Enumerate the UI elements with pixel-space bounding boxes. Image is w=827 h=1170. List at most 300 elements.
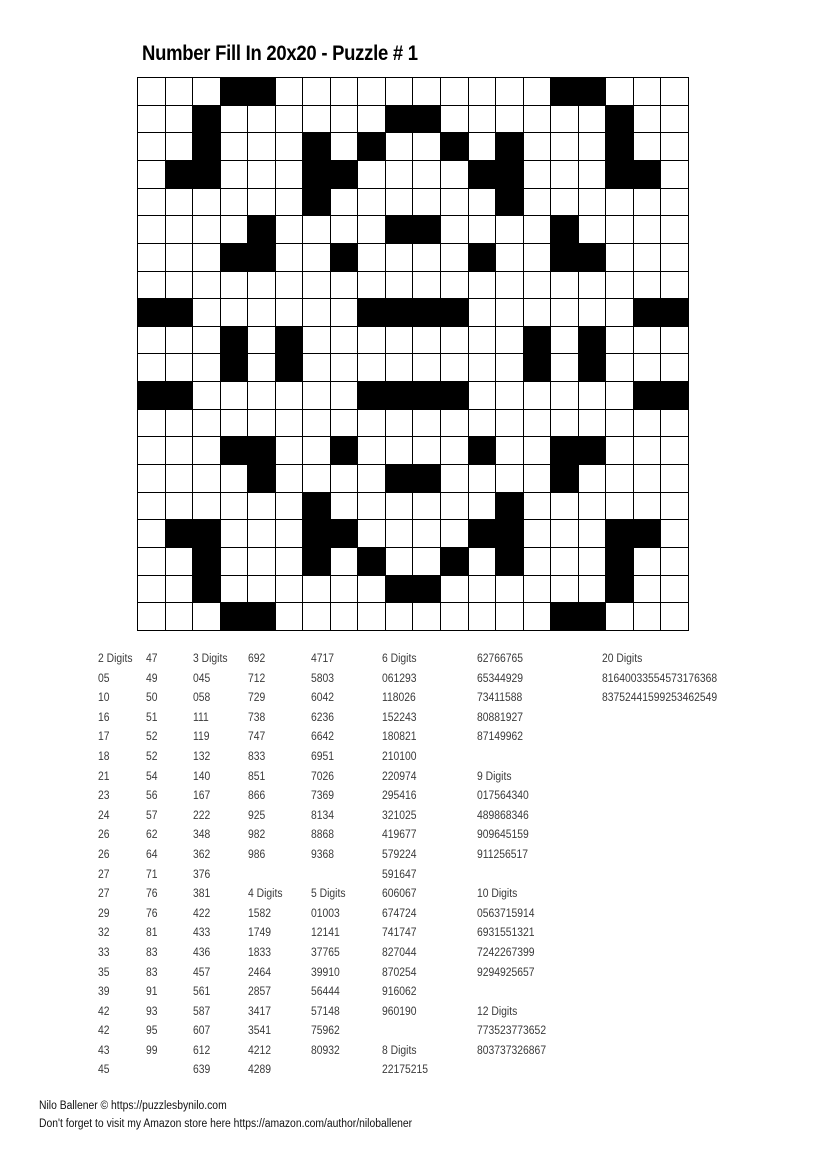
grid-cell[interactable] (606, 603, 634, 631)
grid-cell[interactable] (579, 133, 607, 161)
grid-cell[interactable] (193, 244, 221, 272)
grid-cell[interactable] (303, 465, 331, 493)
grid-cell[interactable] (358, 161, 386, 189)
grid-cell[interactable] (358, 603, 386, 631)
grid-cell[interactable] (524, 161, 552, 189)
grid-cell[interactable] (331, 548, 359, 576)
grid-cell[interactable] (138, 520, 166, 548)
grid-cell[interactable] (469, 493, 497, 521)
grid-cell[interactable] (276, 410, 304, 438)
grid-cell[interactable] (606, 465, 634, 493)
grid-cell[interactable] (496, 465, 524, 493)
grid-cell[interactable] (193, 189, 221, 217)
grid-cell[interactable] (166, 493, 194, 521)
grid-cell[interactable] (634, 244, 662, 272)
grid-cell[interactable] (469, 354, 497, 382)
grid-cell[interactable] (303, 603, 331, 631)
grid-cell[interactable] (386, 437, 414, 465)
grid-cell[interactable] (606, 493, 634, 521)
grid-cell[interactable] (441, 603, 469, 631)
grid-cell[interactable] (193, 299, 221, 327)
grid-cell[interactable] (248, 106, 276, 134)
grid-cell[interactable] (193, 382, 221, 410)
grid-cell[interactable] (166, 189, 194, 217)
grid-cell[interactable] (441, 189, 469, 217)
grid-cell[interactable] (579, 382, 607, 410)
grid-cell[interactable] (469, 603, 497, 631)
grid-cell[interactable] (634, 354, 662, 382)
grid-cell[interactable] (524, 299, 552, 327)
grid-cell[interactable] (221, 410, 249, 438)
grid-cell[interactable] (551, 520, 579, 548)
grid-cell[interactable] (331, 133, 359, 161)
grid-cell[interactable] (166, 603, 194, 631)
grid-cell[interactable] (166, 410, 194, 438)
grid-cell[interactable] (331, 216, 359, 244)
grid-cell[interactable] (551, 548, 579, 576)
grid-cell[interactable] (221, 493, 249, 521)
grid-cell[interactable] (193, 216, 221, 244)
grid-cell[interactable] (606, 189, 634, 217)
grid-cell[interactable] (469, 382, 497, 410)
grid-cell[interactable] (386, 244, 414, 272)
grid-cell[interactable] (579, 272, 607, 300)
grid-cell[interactable] (138, 189, 166, 217)
grid-cell[interactable] (496, 576, 524, 604)
grid-cell[interactable] (496, 216, 524, 244)
grid-cell[interactable] (221, 299, 249, 327)
grid-cell[interactable] (441, 106, 469, 134)
grid-cell[interactable] (358, 437, 386, 465)
grid-cell[interactable] (221, 216, 249, 244)
grid-cell[interactable] (661, 161, 689, 189)
grid-cell[interactable] (551, 106, 579, 134)
grid-cell[interactable] (413, 520, 441, 548)
grid-cell[interactable] (441, 354, 469, 382)
grid-cell[interactable] (138, 78, 166, 106)
grid-cell[interactable] (276, 133, 304, 161)
grid-cell[interactable] (496, 244, 524, 272)
grid-cell[interactable] (524, 493, 552, 521)
grid-cell[interactable] (221, 576, 249, 604)
grid-cell[interactable] (606, 78, 634, 106)
grid-cell[interactable] (221, 189, 249, 217)
grid-cell[interactable] (358, 216, 386, 244)
grid-cell[interactable] (193, 465, 221, 493)
grid-cell[interactable] (221, 106, 249, 134)
grid-cell[interactable] (606, 382, 634, 410)
grid-cell[interactable] (303, 410, 331, 438)
grid-cell[interactable] (221, 161, 249, 189)
grid-cell[interactable] (524, 272, 552, 300)
grid-cell[interactable] (221, 133, 249, 161)
grid-cell[interactable] (248, 299, 276, 327)
grid-cell[interactable] (634, 133, 662, 161)
grid-cell[interactable] (276, 603, 304, 631)
grid-cell[interactable] (358, 520, 386, 548)
grid-cell[interactable] (524, 603, 552, 631)
grid-cell[interactable] (221, 382, 249, 410)
grid-cell[interactable] (551, 272, 579, 300)
grid-cell[interactable] (138, 354, 166, 382)
grid-cell[interactable] (606, 272, 634, 300)
grid-cell[interactable] (303, 78, 331, 106)
grid-cell[interactable] (331, 465, 359, 493)
grid-cell[interactable] (413, 548, 441, 576)
grid-cell[interactable] (661, 520, 689, 548)
grid-cell[interactable] (276, 576, 304, 604)
grid-cell[interactable] (661, 327, 689, 355)
grid-cell[interactable] (606, 244, 634, 272)
grid-cell[interactable] (469, 410, 497, 438)
grid-cell[interactable] (661, 576, 689, 604)
grid-cell[interactable] (386, 272, 414, 300)
grid-cell[interactable] (496, 272, 524, 300)
grid-cell[interactable] (331, 78, 359, 106)
grid-cell[interactable] (303, 437, 331, 465)
grid-cell[interactable] (413, 244, 441, 272)
grid-cell[interactable] (276, 189, 304, 217)
grid-cell[interactable] (331, 272, 359, 300)
grid-cell[interactable] (634, 465, 662, 493)
grid-cell[interactable] (138, 106, 166, 134)
grid-cell[interactable] (276, 244, 304, 272)
grid-cell[interactable] (441, 576, 469, 604)
grid-cell[interactable] (524, 520, 552, 548)
grid-cell[interactable] (386, 133, 414, 161)
grid-cell[interactable] (579, 520, 607, 548)
grid-cell[interactable] (248, 189, 276, 217)
grid-cell[interactable] (579, 576, 607, 604)
grid-cell[interactable] (331, 603, 359, 631)
grid-cell[interactable] (524, 133, 552, 161)
grid-cell[interactable] (303, 272, 331, 300)
grid-cell[interactable] (496, 437, 524, 465)
grid-cell[interactable] (469, 106, 497, 134)
grid-cell[interactable] (413, 133, 441, 161)
grid-cell[interactable] (413, 603, 441, 631)
grid-cell[interactable] (331, 299, 359, 327)
grid-cell[interactable] (358, 493, 386, 521)
grid-cell[interactable] (469, 272, 497, 300)
grid-cell[interactable] (441, 78, 469, 106)
grid-cell[interactable] (579, 493, 607, 521)
grid-cell[interactable] (551, 493, 579, 521)
grid-cell[interactable] (386, 493, 414, 521)
grid-cell[interactable] (661, 437, 689, 465)
grid-cell[interactable] (276, 437, 304, 465)
grid-cell[interactable] (661, 272, 689, 300)
grid-cell[interactable] (524, 576, 552, 604)
grid-cell[interactable] (386, 354, 414, 382)
grid-cell[interactable] (358, 327, 386, 355)
grid-cell[interactable] (413, 493, 441, 521)
grid-cell[interactable] (166, 437, 194, 465)
grid-cell[interactable] (606, 437, 634, 465)
grid-cell[interactable] (634, 603, 662, 631)
grid-cell[interactable] (524, 437, 552, 465)
grid-cell[interactable] (634, 78, 662, 106)
grid-cell[interactable] (248, 520, 276, 548)
grid-cell[interactable] (166, 244, 194, 272)
grid-cell[interactable] (331, 410, 359, 438)
grid-cell[interactable] (441, 493, 469, 521)
grid-cell[interactable] (551, 189, 579, 217)
grid-cell[interactable] (634, 493, 662, 521)
grid-cell[interactable] (496, 78, 524, 106)
grid-cell[interactable] (331, 493, 359, 521)
grid-cell[interactable] (413, 189, 441, 217)
grid-cell[interactable] (606, 410, 634, 438)
grid-cell[interactable] (166, 576, 194, 604)
grid-cell[interactable] (276, 272, 304, 300)
grid-cell[interactable] (358, 78, 386, 106)
grid-cell[interactable] (276, 520, 304, 548)
grid-cell[interactable] (579, 106, 607, 134)
grid-cell[interactable] (248, 133, 276, 161)
grid-cell[interactable] (524, 216, 552, 244)
grid-cell[interactable] (634, 576, 662, 604)
grid-cell[interactable] (551, 299, 579, 327)
grid-cell[interactable] (441, 410, 469, 438)
grid-cell[interactable] (303, 327, 331, 355)
grid-cell[interactable] (496, 327, 524, 355)
grid-cell[interactable] (441, 161, 469, 189)
grid-cell[interactable] (138, 603, 166, 631)
grid-cell[interactable] (193, 327, 221, 355)
grid-cell[interactable] (413, 437, 441, 465)
grid-cell[interactable] (469, 576, 497, 604)
grid-cell[interactable] (221, 520, 249, 548)
grid-cell[interactable] (469, 548, 497, 576)
grid-cell[interactable] (413, 410, 441, 438)
grid-cell[interactable] (331, 354, 359, 382)
grid-cell[interactable] (276, 465, 304, 493)
grid-cell[interactable] (524, 78, 552, 106)
grid-cell[interactable] (634, 410, 662, 438)
grid-cell[interactable] (138, 216, 166, 244)
grid-cell[interactable] (358, 354, 386, 382)
grid-cell[interactable] (358, 576, 386, 604)
grid-cell[interactable] (606, 354, 634, 382)
grid-cell[interactable] (413, 161, 441, 189)
grid-cell[interactable] (166, 354, 194, 382)
grid-cell[interactable] (303, 382, 331, 410)
grid-cell[interactable] (441, 272, 469, 300)
grid-cell[interactable] (661, 189, 689, 217)
grid-cell[interactable] (469, 189, 497, 217)
grid-cell[interactable] (331, 106, 359, 134)
grid-cell[interactable] (303, 244, 331, 272)
grid-cell[interactable] (331, 189, 359, 217)
grid-cell[interactable] (166, 465, 194, 493)
grid-cell[interactable] (496, 354, 524, 382)
grid-cell[interactable] (634, 548, 662, 576)
grid-cell[interactable] (193, 493, 221, 521)
grid-cell[interactable] (386, 161, 414, 189)
grid-cell[interactable] (551, 133, 579, 161)
grid-cell[interactable] (248, 576, 276, 604)
grid-cell[interactable] (276, 216, 304, 244)
grid-cell[interactable] (661, 465, 689, 493)
grid-cell[interactable] (496, 410, 524, 438)
grid-cell[interactable] (386, 327, 414, 355)
grid-cell[interactable] (661, 603, 689, 631)
grid-cell[interactable] (661, 493, 689, 521)
grid-cell[interactable] (579, 299, 607, 327)
grid-cell[interactable] (386, 410, 414, 438)
grid-cell[interactable] (166, 272, 194, 300)
grid-cell[interactable] (441, 465, 469, 493)
grid-cell[interactable] (441, 216, 469, 244)
grid-cell[interactable] (386, 78, 414, 106)
grid-cell[interactable] (634, 189, 662, 217)
grid-cell[interactable] (248, 272, 276, 300)
grid-cell[interactable] (469, 133, 497, 161)
grid-cell[interactable] (193, 354, 221, 382)
grid-cell[interactable] (248, 327, 276, 355)
grid-cell[interactable] (661, 354, 689, 382)
grid-cell[interactable] (303, 299, 331, 327)
grid-cell[interactable] (441, 520, 469, 548)
grid-cell[interactable] (386, 548, 414, 576)
grid-cell[interactable] (166, 216, 194, 244)
grid-cell[interactable] (386, 520, 414, 548)
grid-cell[interactable] (524, 244, 552, 272)
grid-cell[interactable] (358, 465, 386, 493)
grid-cell[interactable] (331, 327, 359, 355)
grid-cell[interactable] (248, 382, 276, 410)
grid-cell[interactable] (193, 78, 221, 106)
grid-cell[interactable] (248, 354, 276, 382)
grid-cell[interactable] (358, 244, 386, 272)
grid-cell[interactable] (138, 493, 166, 521)
grid-cell[interactable] (358, 410, 386, 438)
grid-cell[interactable] (138, 465, 166, 493)
grid-cell[interactable] (661, 244, 689, 272)
grid-cell[interactable] (441, 327, 469, 355)
grid-cell[interactable] (524, 465, 552, 493)
grid-cell[interactable] (276, 161, 304, 189)
grid-cell[interactable] (661, 106, 689, 134)
grid-cell[interactable] (248, 493, 276, 521)
grid-cell[interactable] (248, 410, 276, 438)
grid-cell[interactable] (166, 133, 194, 161)
grid-cell[interactable] (496, 106, 524, 134)
grid-cell[interactable] (166, 327, 194, 355)
grid-cell[interactable] (579, 410, 607, 438)
grid-cell[interactable] (634, 106, 662, 134)
grid-cell[interactable] (551, 382, 579, 410)
grid-cell[interactable] (661, 410, 689, 438)
grid-cell[interactable] (358, 106, 386, 134)
grid-cell[interactable] (386, 189, 414, 217)
grid-cell[interactable] (496, 299, 524, 327)
grid-cell[interactable] (524, 410, 552, 438)
grid-cell[interactable] (634, 216, 662, 244)
grid-cell[interactable] (441, 437, 469, 465)
grid-cell[interactable] (579, 465, 607, 493)
grid-cell[interactable] (221, 272, 249, 300)
grid-cell[interactable] (579, 548, 607, 576)
grid-cell[interactable] (138, 244, 166, 272)
grid-cell[interactable] (524, 548, 552, 576)
grid-cell[interactable] (441, 244, 469, 272)
grid-cell[interactable] (579, 161, 607, 189)
grid-cell[interactable] (276, 382, 304, 410)
grid-cell[interactable] (551, 576, 579, 604)
grid-cell[interactable] (138, 327, 166, 355)
grid-cell[interactable] (138, 272, 166, 300)
grid-cell[interactable] (606, 327, 634, 355)
grid-cell[interactable] (469, 78, 497, 106)
grid-cell[interactable] (661, 78, 689, 106)
grid-cell[interactable] (358, 189, 386, 217)
grid-cell[interactable] (524, 382, 552, 410)
grid-cell[interactable] (138, 410, 166, 438)
grid-cell[interactable] (193, 410, 221, 438)
grid-cell[interactable] (634, 437, 662, 465)
grid-cell[interactable] (166, 548, 194, 576)
grid-cell[interactable] (469, 216, 497, 244)
grid-cell[interactable] (138, 437, 166, 465)
grid-cell[interactable] (276, 299, 304, 327)
grid-cell[interactable] (193, 603, 221, 631)
grid-cell[interactable] (386, 603, 414, 631)
grid-cell[interactable] (276, 548, 304, 576)
grid-cell[interactable] (413, 354, 441, 382)
grid-cell[interactable] (606, 216, 634, 244)
grid-cell[interactable] (469, 465, 497, 493)
grid-cell[interactable] (276, 78, 304, 106)
grid-cell[interactable] (579, 189, 607, 217)
grid-cell[interactable] (221, 548, 249, 576)
grid-cell[interactable] (606, 299, 634, 327)
grid-cell[interactable] (276, 493, 304, 521)
grid-cell[interactable] (303, 576, 331, 604)
grid-cell[interactable] (524, 189, 552, 217)
grid-cell[interactable] (193, 437, 221, 465)
grid-cell[interactable] (661, 548, 689, 576)
grid-cell[interactable] (358, 272, 386, 300)
grid-cell[interactable] (193, 272, 221, 300)
grid-cell[interactable] (634, 327, 662, 355)
grid-cell[interactable] (579, 216, 607, 244)
grid-cell[interactable] (413, 327, 441, 355)
grid-cell[interactable] (469, 327, 497, 355)
grid-cell[interactable] (551, 354, 579, 382)
grid-cell[interactable] (413, 78, 441, 106)
grid-cell[interactable] (551, 327, 579, 355)
grid-cell[interactable] (221, 465, 249, 493)
grid-cell[interactable] (331, 382, 359, 410)
grid-cell[interactable] (661, 133, 689, 161)
grid-cell[interactable] (138, 133, 166, 161)
grid-cell[interactable] (138, 576, 166, 604)
grid-cell[interactable] (634, 272, 662, 300)
grid-cell[interactable] (524, 106, 552, 134)
grid-cell[interactable] (551, 410, 579, 438)
grid-cell[interactable] (248, 161, 276, 189)
grid-cell[interactable] (496, 603, 524, 631)
grid-cell[interactable] (496, 382, 524, 410)
grid-cell[interactable] (303, 106, 331, 134)
grid-cell[interactable] (276, 106, 304, 134)
grid-cell[interactable] (661, 216, 689, 244)
grid-cell[interactable] (166, 78, 194, 106)
grid-cell[interactable] (138, 548, 166, 576)
grid-cell[interactable] (248, 548, 276, 576)
